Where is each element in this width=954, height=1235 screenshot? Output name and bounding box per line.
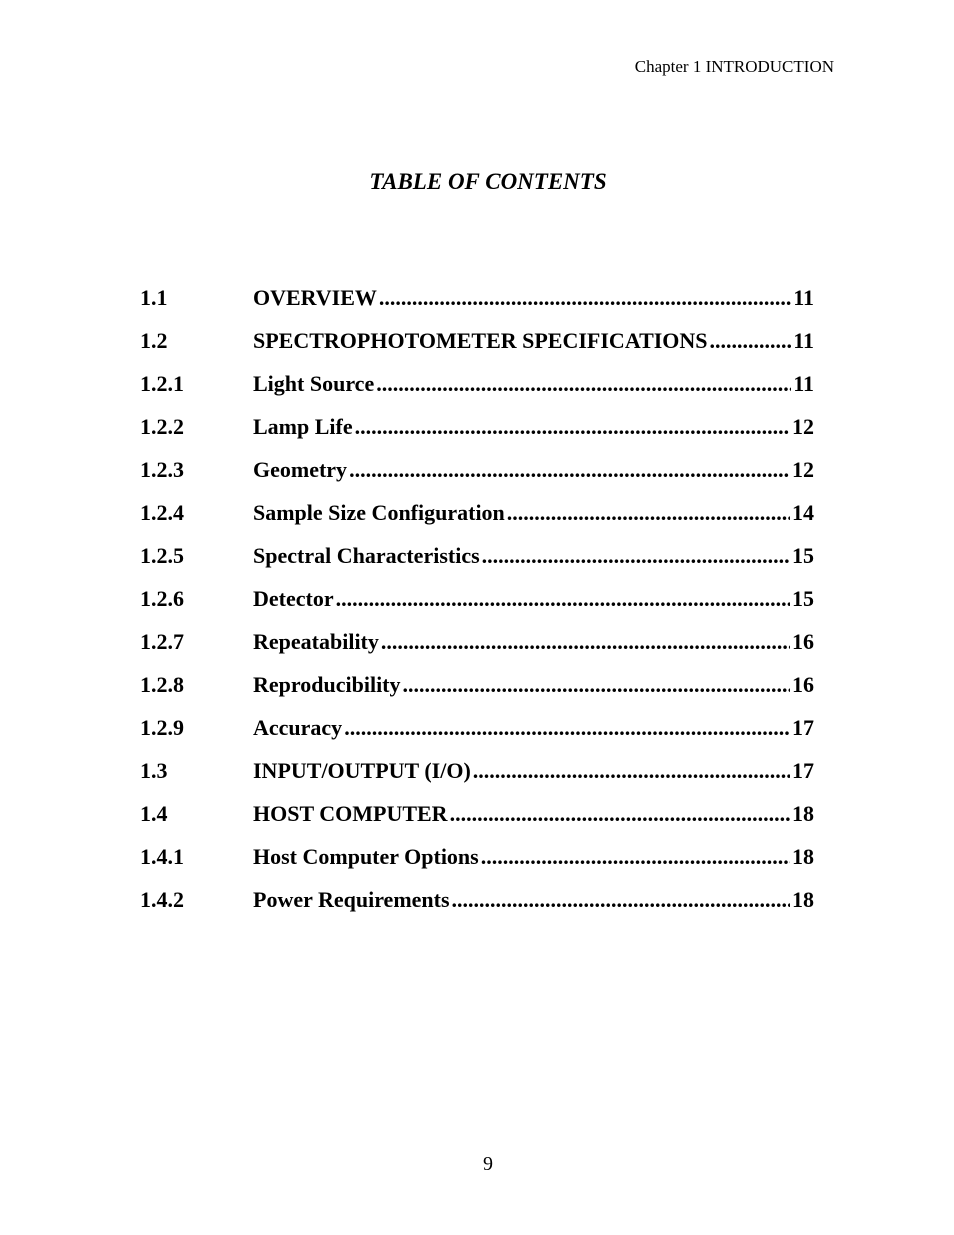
- toc-entry[interactable]: [140, 756, 814, 799]
- toc-leader-dots: [379, 283, 791, 313]
- toc-entry-page: 15: [792, 543, 814, 568]
- toc-entry[interactable]: [140, 627, 814, 670]
- toc-list: [140, 283, 814, 928]
- toc-leader-dots: [344, 713, 790, 743]
- toc-entry-title: INPUT/OUTPUT (I/O): [253, 758, 471, 783]
- toc-entry-number: 1.2.9: [140, 715, 184, 740]
- toc-entry[interactable]: [140, 369, 814, 412]
- toc-entry[interactable]: [140, 670, 814, 713]
- toc-entry-number: 1.2.4: [140, 500, 184, 525]
- toc-entry-title: Spectral Characteristics: [253, 543, 480, 568]
- toc-entry-title: HOST COMPUTER: [253, 801, 448, 826]
- toc-entry[interactable]: [140, 412, 814, 455]
- toc-entry-number: 1.4.1: [140, 844, 184, 869]
- toc-entry-number: 1.2.8: [140, 672, 184, 697]
- toc-entry-number: 1.1: [140, 285, 168, 310]
- toc-entry-title: Sample Size Configuration: [253, 500, 505, 525]
- toc-leader-dots: [381, 627, 790, 657]
- toc-entry-page: 17: [792, 715, 814, 740]
- toc-leader-dots: [473, 756, 790, 786]
- toc-entry-title: Accuracy: [253, 715, 343, 740]
- toc-entry-title: Repeatability: [253, 629, 379, 654]
- toc-entry-title: OVERVIEW: [253, 285, 377, 310]
- toc-entry-page: 16: [792, 672, 814, 697]
- toc-leader-dots: [349, 455, 790, 485]
- toc-leader-dots: [376, 369, 791, 399]
- toc-leader-dots: [355, 412, 790, 442]
- toc-leader-dots: [482, 541, 790, 571]
- toc-entry-page: 18: [792, 801, 814, 826]
- toc-entry-number: 1.4: [140, 801, 168, 826]
- toc-entry-number: 1.2.1: [140, 371, 184, 396]
- toc-entry[interactable]: [140, 842, 814, 885]
- toc-entry[interactable]: [140, 326, 814, 369]
- page-number: 9: [483, 1153, 493, 1175]
- toc-entry-title: Geometry: [253, 457, 348, 482]
- toc-entry-page: 11: [793, 285, 814, 310]
- toc-entry-page: 11: [793, 371, 814, 396]
- running-header: Chapter 1 INTRODUCTION: [634, 57, 834, 76]
- toc-entry-number: 1.2.6: [140, 586, 184, 611]
- toc-leader-dots: [403, 670, 790, 700]
- toc-entry-page: 12: [792, 457, 814, 482]
- toc-entry-number: 1.4.2: [140, 887, 184, 912]
- toc-entry-number: 1.2.7: [140, 629, 184, 654]
- toc-entry[interactable]: [140, 283, 814, 326]
- toc-entry-number: 1.2.3: [140, 457, 184, 482]
- toc-leader-dots: [336, 584, 790, 614]
- toc-entry-page: 18: [792, 887, 814, 912]
- toc-title: TABLE OF CONTENTS: [369, 169, 607, 194]
- toc-entry-title: SPECTROPHOTOMETER SPECIFICATIONS: [253, 328, 708, 353]
- toc-entry-number: 1.2: [140, 328, 168, 353]
- toc-leader-dots: [452, 885, 790, 915]
- toc-entry-title: Host Computer Options: [253, 844, 479, 869]
- toc-entry-number: 1.3: [140, 758, 168, 783]
- toc-entry-page: 17: [792, 758, 814, 783]
- toc-entry-page: 16: [792, 629, 814, 654]
- toc-entry-page: 15: [792, 586, 814, 611]
- toc-entry-number: 1.2.2: [140, 414, 184, 439]
- toc-entry[interactable]: [140, 713, 814, 756]
- toc-leader-dots: [481, 842, 790, 872]
- toc-entry-number: 1.2.5: [140, 543, 184, 568]
- toc-entry[interactable]: [140, 498, 814, 541]
- toc-entry-page: 18: [792, 844, 814, 869]
- toc-leader-dots: [507, 498, 790, 528]
- toc-entry-title: Detector: [253, 586, 334, 611]
- toc-leader-dots: [710, 326, 792, 356]
- toc-entry-title: Light Source: [253, 371, 375, 396]
- toc-leader-dots: [450, 799, 790, 829]
- toc-entry-title: Power Requirements: [253, 887, 450, 912]
- toc-entry-page: 11: [793, 328, 814, 353]
- toc-entry[interactable]: [140, 885, 814, 928]
- toc-entry-page: 14: [792, 500, 814, 525]
- toc-entry[interactable]: [140, 541, 814, 584]
- toc-entry[interactable]: [140, 799, 814, 842]
- toc-entry-title: Lamp Life: [253, 414, 353, 439]
- toc-entry-title: Reproducibility: [253, 672, 401, 697]
- toc-entry[interactable]: [140, 455, 814, 498]
- toc-entry-page: 12: [792, 414, 814, 439]
- toc-entry[interactable]: [140, 584, 814, 627]
